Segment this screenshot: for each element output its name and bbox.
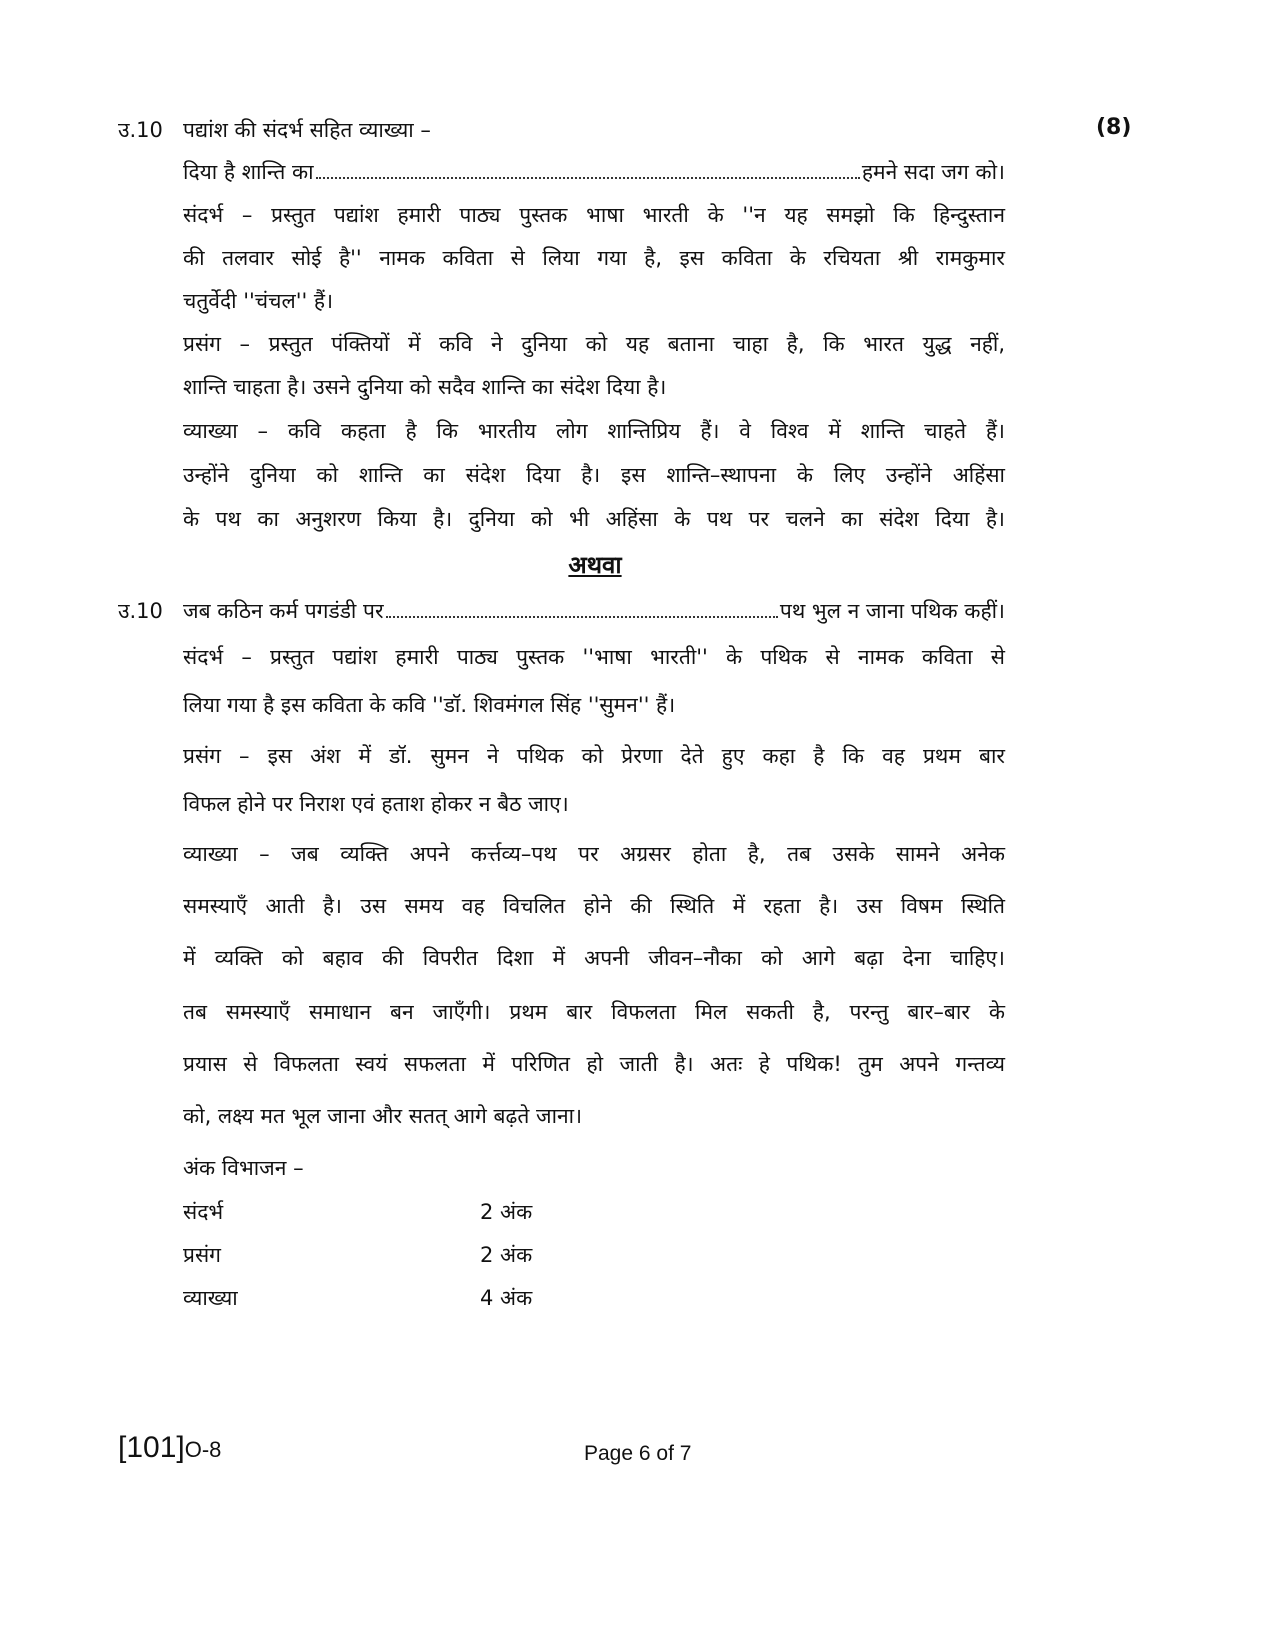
verse-end: पथ भुल न जाना पथिक कहीं। (779, 599, 1005, 623)
paper-code-suffix: O-8 (184, 1437, 222, 1462)
marking-label: संदर्भ (183, 1200, 224, 1224)
paper-code-main: [101] (118, 1431, 185, 1464)
marking-value: 2 अंक (480, 1200, 533, 1224)
or-heading: अथवा (568, 551, 622, 579)
verse-start: दिया है शान्ति का (183, 160, 314, 184)
marking-label: प्रसंग (183, 1243, 221, 1267)
paragraph-line: तब समस्याएँ समाधान बन जाएँगी। प्रथम बार विफलता मिल सकती है, परन्तु बार–बार के (183, 1000, 1005, 1024)
dotted-leader (386, 598, 778, 618)
paragraph-line: के पथ का अनुशरण किया है। दुनिया को भी अहिंसा के पथ पर चलने का संदेश दिया है। (183, 507, 1005, 531)
paragraph-line: को, लक्ष्य मत भूल जाना और सतत् आगे बढ़ते जाना। (183, 1104, 583, 1128)
paragraph-line: व्याख्या – जब व्यक्ति अपने कर्त्तव्य–पथ पर अग्रसर होता है, तब उसके सामने अनेक (183, 842, 1005, 866)
paragraph-line: संदर्भ – प्रस्तुत पद्यांश हमारी पाठ्य पुस्तक ''भाषा भारती'' के पथिक से नामक कविता से (183, 645, 1005, 669)
verse-line (183, 158, 1005, 186)
question-marks: (8) (1096, 115, 1132, 140)
paragraph-line: प्रसंग – इस अंश में डॉ. सुमन ने पथिक को प्रेरणा देते हुए कहा है कि वह प्रथम बार (183, 744, 1005, 768)
question-heading: पद्यांश की संदर्भ सहित व्याख्या – (183, 118, 431, 142)
paragraph-line: लिया गया है इस कविता के कवि ''डॉ. शिवमंगल सिंह ''सुमन'' हैं। (183, 693, 676, 717)
paragraph-line: विफल होने पर निराश एवं हताश होकर न बैठ जाए। (183, 792, 569, 816)
paragraph-line: चतुर्वेदी ''चंचल'' हैं। (183, 289, 334, 313)
question-number: उ.10 (118, 118, 163, 142)
verse-line (183, 597, 1005, 625)
verse-end: हमने सदा जग को। (861, 160, 1005, 184)
paper-code (118, 1430, 221, 1468)
paragraph-line: प्रयास से विफलता स्वयं सफलता में परिणित हो जाती है। अतः हे पथिक! तुम अपने गन्तव्य (183, 1052, 1005, 1076)
question-number: उ.10 (118, 599, 163, 623)
marking-value: 2 अंक (480, 1243, 533, 1267)
page-number: Page 6 of 7 (584, 1442, 692, 1465)
paragraph-line: की तलवार सोई है'' नामक कविता से लिया गया है, इस कविता के रचियता श्री रामकुमार (183, 246, 1005, 270)
verse-start: जब कठिन कर्म पगडंडी पर (183, 599, 384, 623)
marking-title: अंक विभाजन – (183, 1156, 304, 1180)
paragraph-line: संदर्भ – प्रस्तुत पद्यांश हमारी पाठ्य पुस्तक भाषा भारती के ''न यह समझो कि हिन्दुस्तान (183, 203, 1005, 227)
dotted-leader (316, 159, 860, 179)
paragraph-line: शान्ति चाहता है। उसने दुनिया को सदैव शान्ति का संदेश दिया है। (183, 375, 667, 399)
marking-value: 4 अंक (480, 1286, 533, 1310)
marking-label: व्याख्या (183, 1286, 238, 1310)
paragraph-line: व्याख्या – कवि कहता है कि भारतीय लोग शान्तिप्रिय हैं। वे विश्व में शान्ति चाहते हैं। (183, 419, 1005, 443)
paragraph-line: प्रसंग – प्रस्तुत पंक्तियों में कवि ने दुनिया को यह बताना चाहा है, कि भारत युद्ध नहीं, (183, 332, 1005, 356)
paragraph-line: में व्यक्ति को बहाव की विपरीत दिशा में अपनी जीवन–नौका को आगे बढ़ा देना चाहिए। (183, 946, 1005, 970)
paragraph-line: उन्होंने दुनिया को शान्ति का संदेश दिया है। इस शान्ति–स्थापना के लिए उन्होंने अहिंसा (183, 463, 1005, 487)
paragraph-line: समस्याएँ आती है। उस समय वह विचलित होने की स्थिति में रहता है। उस विषम स्थिति (183, 894, 1005, 918)
